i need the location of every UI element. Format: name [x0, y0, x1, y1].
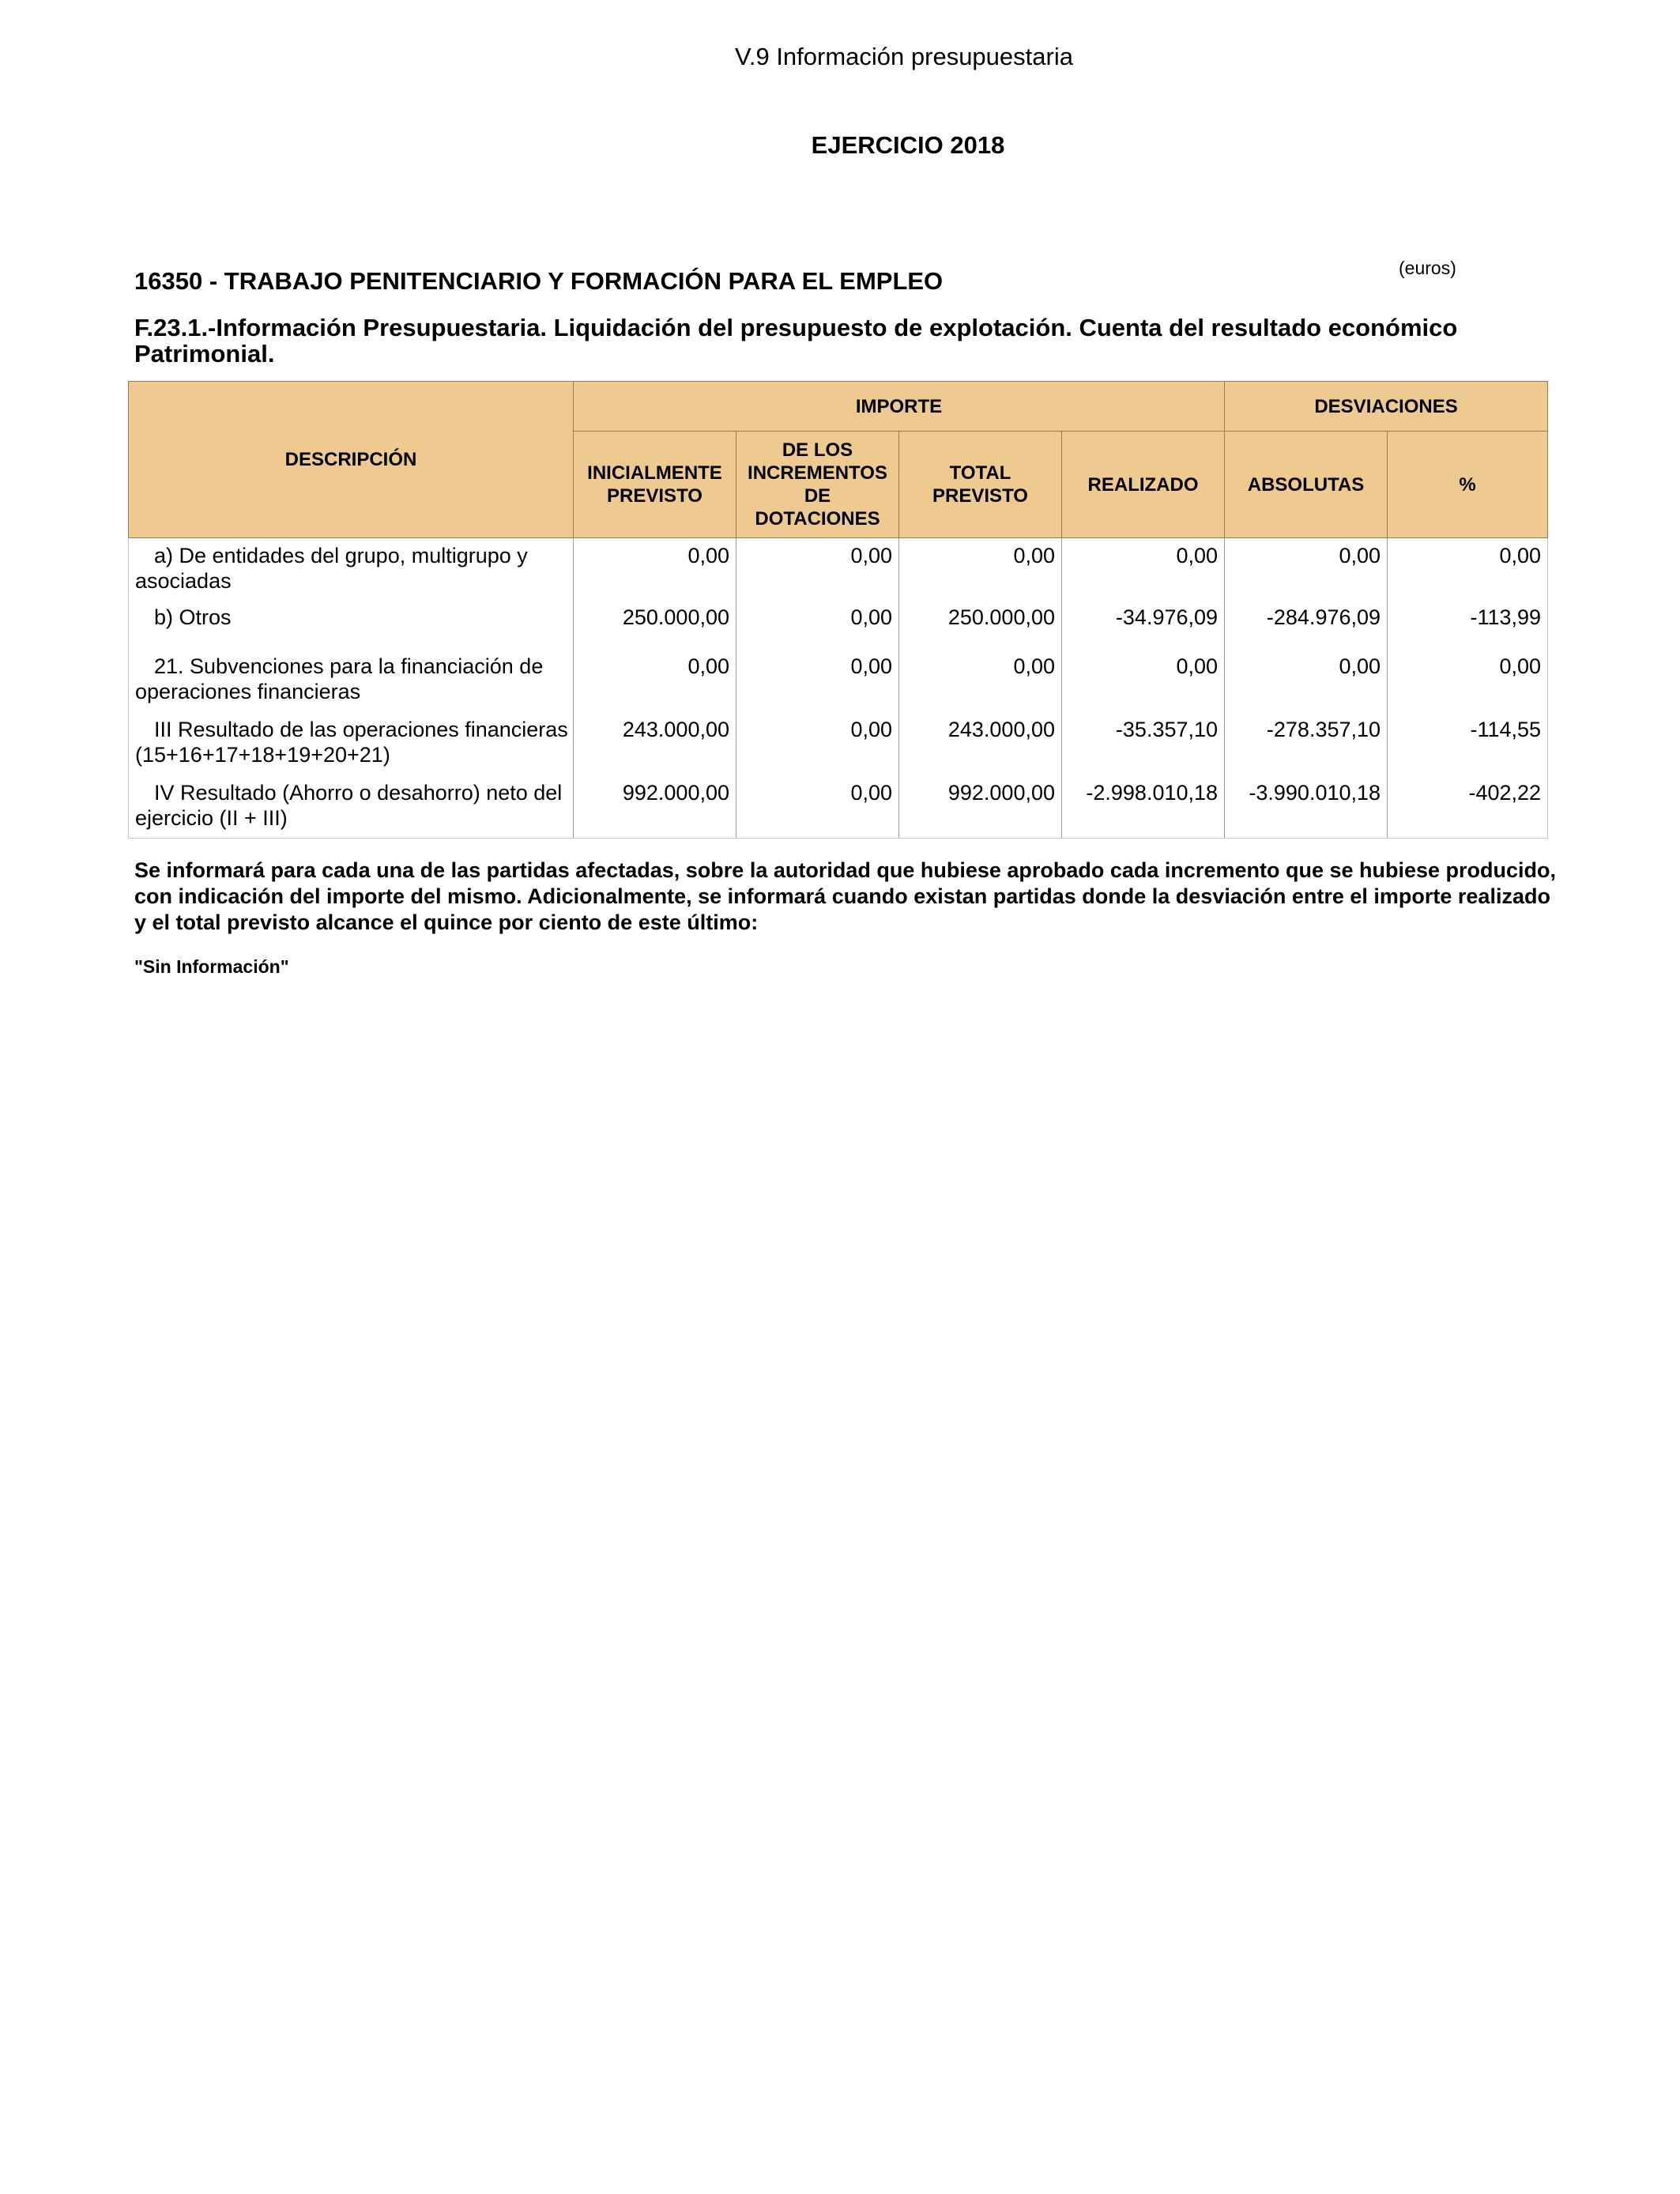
table-row	[129, 538, 1548, 600]
cell-inicialmente-previsto: 250.000,00	[574, 600, 736, 649]
units-label: (euros)	[1399, 258, 1456, 278]
header-pct: %	[1388, 432, 1548, 538]
cell-realizado: 0,00	[1062, 538, 1225, 600]
cell-realizado: -2.998.010,18	[1062, 775, 1225, 839]
cell-total-previsto: 0,00	[899, 649, 1062, 712]
header-realizado: REALIZADO	[1062, 432, 1225, 538]
cell-total-previsto: 0,00	[899, 538, 1062, 600]
cell-realizado: -34.976,09	[1062, 600, 1225, 649]
section-title: V.9 Información presupuestaria	[735, 43, 1073, 70]
cell-incrementos: 0,00	[736, 775, 899, 839]
header-total-previsto: TOTAL PREVISTO	[899, 432, 1062, 538]
cell-pct: -402,22	[1388, 775, 1548, 839]
cell-realizado: 0,00	[1062, 649, 1225, 712]
table-row	[129, 649, 1548, 712]
row-description: 21. Subvenciones para la financiación de operaciones financieras	[129, 649, 574, 712]
header-desviaciones: DESVIACIONES	[1225, 382, 1548, 432]
row-description: b) Otros	[129, 600, 574, 649]
table-row	[129, 775, 1548, 839]
cell-total-previsto: 992.000,00	[899, 775, 1062, 839]
cell-realizado: -35.357,10	[1062, 712, 1225, 775]
cell-absolutas: 0,00	[1225, 649, 1388, 712]
cell-absolutas: -284.976,09	[1225, 600, 1388, 649]
cell-inicialmente-previsto: 992.000,00	[574, 775, 736, 839]
header-descripcion: DESCRIPCIÓN	[129, 382, 574, 538]
cell-absolutas: -278.357,10	[1225, 712, 1388, 775]
row-description: a) De entidades del grupo, multigrupo y asociadas	[129, 538, 574, 600]
no-info-label: "Sin Información"	[134, 956, 289, 977]
cell-inicialmente-previsto: 243.000,00	[574, 712, 736, 775]
cell-incrementos: 0,00	[736, 649, 899, 712]
cell-absolutas: 0,00	[1225, 538, 1388, 600]
header-incrementos: DE LOS INCREMENTOS DE DOTACIONES	[736, 432, 899, 538]
header-absolutas: ABSOLUTAS	[1225, 432, 1388, 538]
budget-table	[128, 381, 1548, 839]
cell-inicialmente-previsto: 0,00	[574, 538, 736, 600]
cell-pct: 0,00	[1388, 649, 1548, 712]
cell-total-previsto: 243.000,00	[899, 712, 1062, 775]
cell-incrementos: 0,00	[736, 600, 899, 649]
row-description: III Resultado de las operaciones financieras (15+16+17+18+19+20+21)	[129, 712, 574, 775]
header-importe: IMPORTE	[574, 382, 1225, 432]
fiscal-year-title: EJERCICIO 2018	[811, 131, 1005, 159]
header-inicialmente-previsto: INICIALMENTE PREVISTO	[574, 432, 736, 538]
cell-pct: -113,99	[1388, 600, 1548, 649]
cell-pct: 0,00	[1388, 538, 1548, 600]
row-description: IV Resultado (Ahorro o desahorro) neto del ejercicio (II + III)	[129, 775, 574, 839]
cell-inicialmente-previsto: 0,00	[574, 649, 736, 712]
cell-absolutas: -3.990.010,18	[1225, 775, 1388, 839]
table-row	[129, 600, 1548, 649]
table-row	[129, 712, 1548, 775]
deviation-note: Se informará para cada una de las partidas afectadas, sobre la autoridad que hubiese aprobado cada incremento que se hubiese producido, con indicación del importe del mismo. Adicionalmente, se informará cuando existan partidas donde la desviación entre el importe realizado y el total previsto alcance el quince por ciento de este último:	[134, 858, 1557, 934]
cell-pct: -114,55	[1388, 712, 1548, 775]
cell-incrementos: 0,00	[736, 712, 899, 775]
organization-title: 16350 - TRABAJO PENITENCIARIO Y FORMACIÓN PARA EL EMPLEO	[134, 267, 944, 295]
cell-incrementos: 0,00	[736, 538, 899, 600]
report-subtitle: F.23.1.-Información Presupuestaria. Liquidación del presupuesto de explotación. Cuenta del resultado económico Patrimonial.	[134, 314, 1458, 368]
cell-total-previsto: 250.000,00	[899, 600, 1062, 649]
